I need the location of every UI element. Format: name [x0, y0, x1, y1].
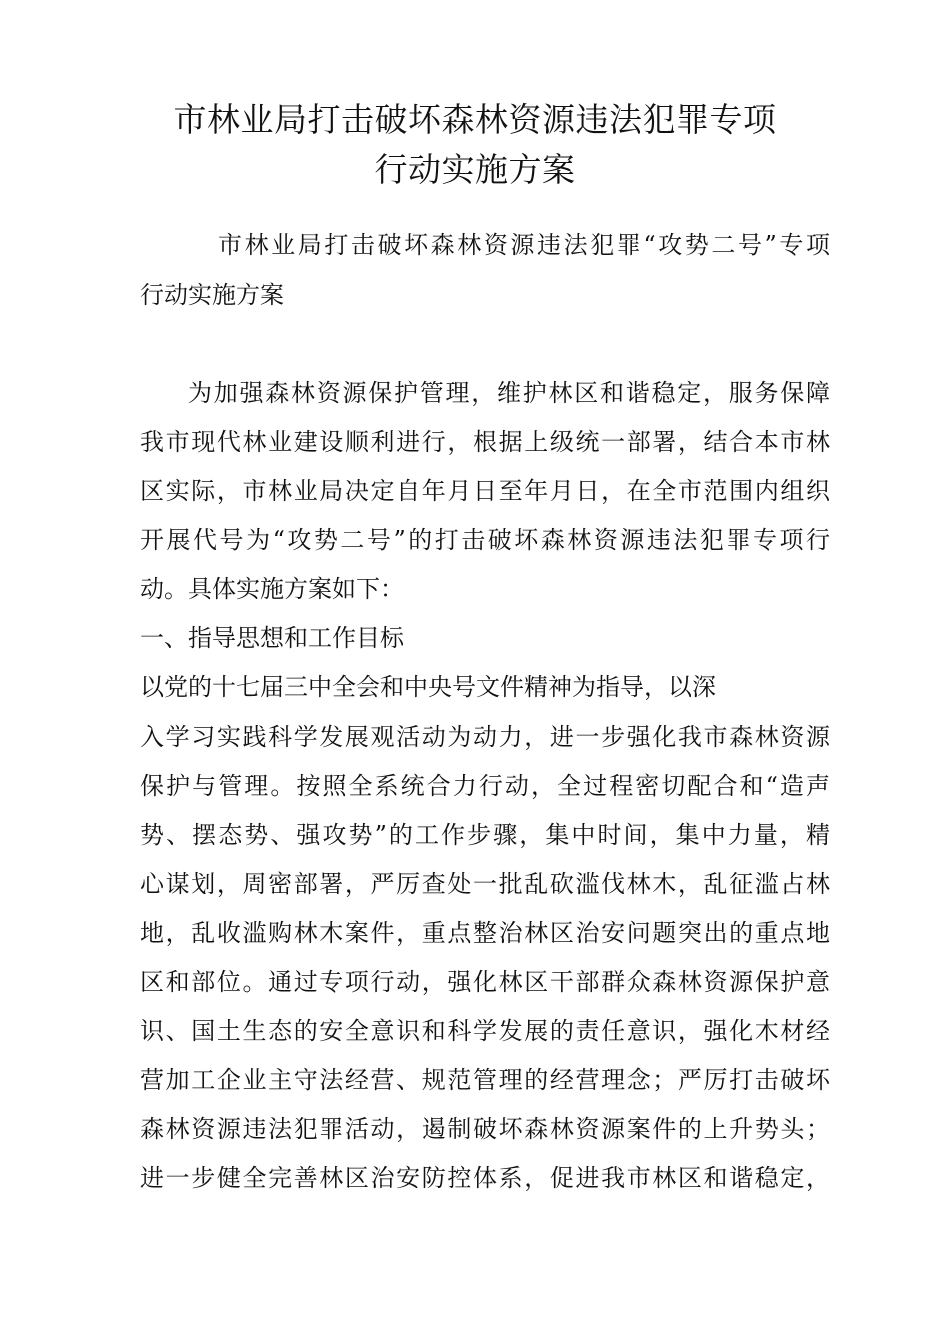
section-line: 势、摆态势、强攻势”的工作步骤，集中时间，集中力量，精 [140, 821, 830, 849]
section-line: 以党的十七届三中全会和中央号文件精神为指导，以深 [140, 673, 716, 701]
intro-line: 我市现代林业建设顺利进行，根据上级统一部署，结合本市林 [140, 428, 830, 456]
intro-line: 区实际，市林业局决定自年月日至年月日，在全市范围内组织 [140, 477, 830, 505]
section-line: 营加工企业主守法经营、规范管理的经营理念；严厉打击破坏 [140, 1066, 830, 1094]
intro-line: 动。具体实施方案如下： [140, 575, 404, 603]
section-line: 区和部位。通过专项行动，强化林区干部群众森林资源保护意 [140, 968, 830, 996]
section-line: 地，乱收滥购林木案件，重点整治林区治安问题突出的重点地 [140, 919, 830, 947]
intro-line: 开展代号为“攻势二号”的打击破坏森林资源违法犯罪专项行 [140, 526, 830, 554]
subtitle-line-1: 市林业局打击破坏森林资源违法犯罪“攻势二号”专项 [218, 231, 830, 259]
subtitle-line-2: 行动实施方案 [140, 281, 284, 309]
section-heading: 一、指导思想和工作目标 [140, 624, 404, 652]
section-line: 保护与管理。按照全系统合力行动，全过程密切配合和“造声 [140, 772, 830, 800]
intro-line: 为加强森林资源保护管理，维护林区和谐稳定，服务保障 [188, 379, 830, 407]
section-line: 进一步健全完善林区治安防控体系，促进我市林区和谐稳定， [140, 1164, 830, 1192]
section-line: 入学习实践科学发展观活动为动力，进一步强化我市森林资源 [140, 723, 830, 751]
document-title-line-2: 行动实施方案 [374, 150, 576, 189]
section-line: 心谋划，周密部署，严厉查处一批乱砍滥伐林木，乱征滥占林 [140, 870, 830, 898]
document-title-line-1: 市林业局打击破坏森林资源违法犯罪专项 [173, 100, 777, 139]
section-line: 识、国土生态的安全意识和科学发展的责任意识，强化木材经 [140, 1017, 830, 1045]
section-line: 森林资源违法犯罪活动，遏制破坏森林资源案件的上升势头； [140, 1115, 830, 1143]
